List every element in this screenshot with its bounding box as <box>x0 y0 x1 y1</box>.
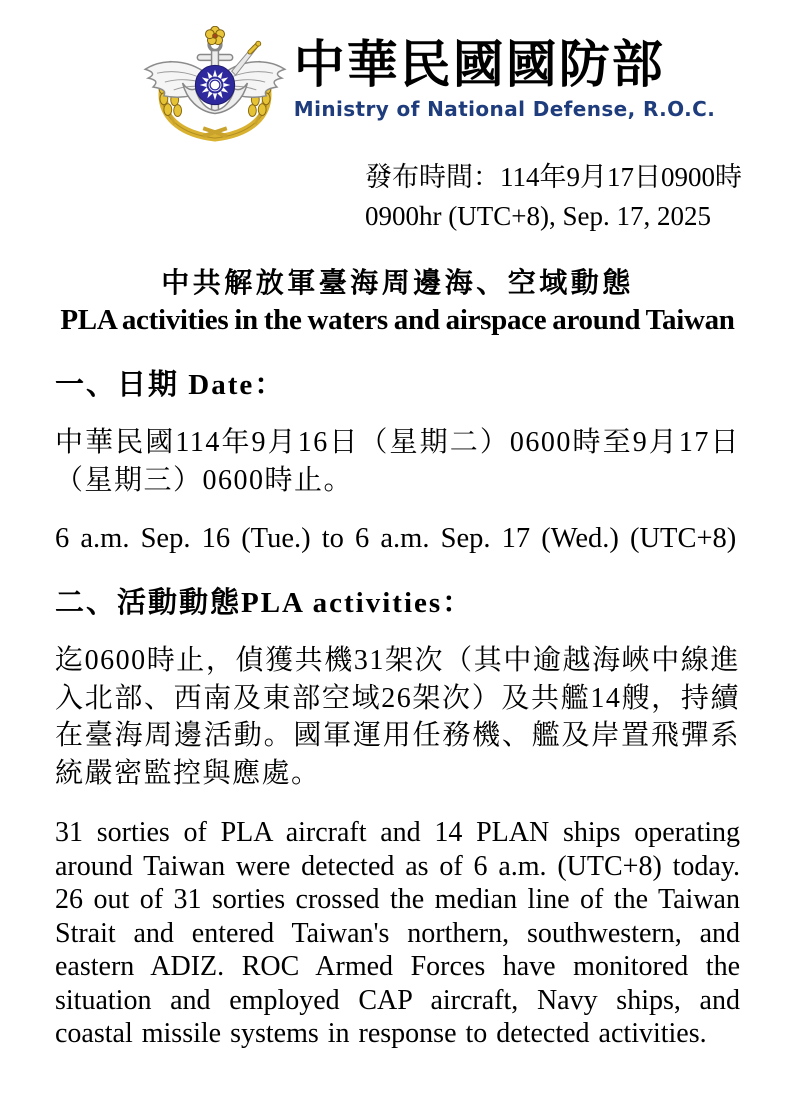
release-time-zh: 發布時間：114年9月17日0900時 <box>365 162 742 192</box>
section-date-body-zh: 中華民國114年9月16日（星期二）0600時至9月17日（星期三）0600時止。 <box>55 427 740 496</box>
section-activities-body-en: 31 sorties of PLA aircraft and 14 PLAN ships operating around Taiwan were detected as of 6 a.m. (UTC+8) today. 26 out of 31 sorties crossed the median line of the Taiwan Strait and entered Taiwan's northern, southwestern, and eastern ADIZ. ROC Armed Forces have monitored the situation and employed CAP aircraft, Navy ships, and coastal missile systems in response to detected activities. <box>55 817 740 1049</box>
document-title-zh: 中共解放軍臺海周邊海、空域動態 <box>161 268 634 299</box>
document-title-en: PLA activities in the waters and airspace around Taiwan <box>60 304 735 336</box>
org-title-zh: 中華民國國防部 <box>293 38 665 94</box>
section-date <box>55 367 740 557</box>
release-time-en: 0900hr (UTC+8), Sep. 17, 2025 <box>365 201 711 231</box>
header <box>115 26 740 144</box>
section-activities-heading: 二、活動動態PLA activities： <box>55 587 474 619</box>
header-text <box>294 26 715 121</box>
section-date-heading: 一、日期 Date： <box>55 369 286 401</box>
org-title-en: Ministry of National Defense, R.O.C. <box>293 96 716 121</box>
document-title <box>55 266 740 339</box>
mnd-emblem-icon <box>140 26 290 144</box>
section-activities-body-zh: 迄0600時止，偵獲共機31架次（其中逾越海峽中線進入北部、西南及東部空域26架次）及共艦14艘，持續在臺海周邊活動。國軍運用任務機、艦及岸置飛彈系統嚴密監控與應處。 <box>55 645 740 789</box>
section-date-body-en: 6 a.m. Sep. 16 (Tue.) to 6 a.m. Sep. 17 (Wed.) (UTC+8) <box>55 523 737 554</box>
release-time <box>365 158 740 236</box>
section-activities <box>55 585 740 1051</box>
